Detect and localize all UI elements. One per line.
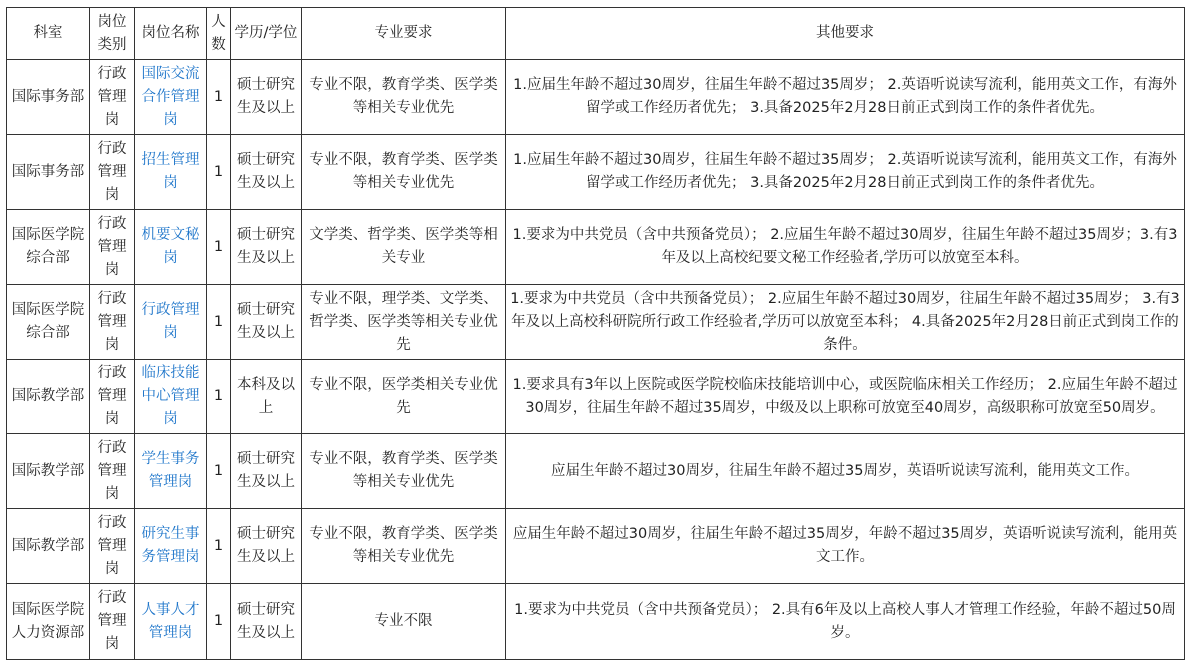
cell-category: 行政管理岗: [90, 584, 135, 660]
position-link[interactable]: 国际交流合作管理岗: [141, 65, 200, 128]
cell-major: 文学类、哲学类、医学类等相关专业: [302, 210, 506, 285]
position-link[interactable]: 机要文秘岗: [141, 227, 200, 266]
cell-category: 行政管理岗: [90, 135, 135, 210]
cell-count: 1: [207, 285, 231, 360]
job-positions-table: [6, 7, 1185, 660]
cell-position: [135, 60, 207, 135]
table-row: [7, 584, 1185, 660]
cell-position: [135, 210, 207, 285]
cell-category: 行政管理岗: [90, 360, 135, 434]
cell-dept: 国际医学院综合部: [7, 210, 90, 285]
cell-other: 1.应届生年龄不超过30周岁，往届生年龄不超过35周岁； 2.英语听说读写流利，能用英文工作，有海外留学或工作经历者优先； 3.具备2025年2月28日前正式到岗工作的条件者优先。: [506, 60, 1185, 135]
position-link[interactable]: 临床技能中心管理岗: [141, 365, 200, 427]
cell-dept: 国际事务部: [7, 135, 90, 210]
table-row: [7, 360, 1185, 434]
cell-education: 本科及以上: [231, 360, 302, 434]
cell-major: 专业不限，教育学类、医学类等相关专业优先: [302, 135, 506, 210]
cell-count: 1: [207, 360, 231, 434]
cell-count: 1: [207, 60, 231, 135]
header-category: 岗位类别: [90, 8, 135, 60]
cell-count: 1: [207, 584, 231, 660]
cell-major: 专业不限，医学类相关专业优先: [302, 360, 506, 434]
header-other: 其他要求: [506, 8, 1185, 60]
cell-major: 专业不限，教育学类、医学类等相关专业优先: [302, 509, 506, 584]
cell-category: 行政管理岗: [90, 434, 135, 509]
cell-dept: 国际医学院综合部: [7, 285, 90, 360]
cell-category: 行政管理岗: [90, 509, 135, 584]
cell-count: 1: [207, 434, 231, 509]
cell-other: 应届生年龄不超过30周岁，往届生年龄不超过35周岁，年龄不超过35周岁，英语听说读写流利，能用英文工作。: [506, 509, 1185, 584]
header-major: 专业要求: [302, 8, 506, 60]
table-row: [7, 210, 1185, 285]
cell-position: [135, 509, 207, 584]
cell-position: [135, 285, 207, 360]
table-row: [7, 434, 1185, 509]
cell-education: 硕士研究生及以上: [231, 60, 302, 135]
cell-other: 1.要求具有3年以上医院或医学院校临床技能培训中心，或医院临床相关工作经历； 2.应届生年龄不超过30周岁，往届生年龄不超过35周岁，中级及以上职称可放宽至40周岁，高级职称可放宽至50周岁。: [506, 360, 1185, 434]
cell-dept: 国际教学部: [7, 360, 90, 434]
cell-dept: 国际教学部: [7, 434, 90, 509]
position-link[interactable]: 人事人才管理岗: [141, 601, 200, 641]
cell-count: 1: [207, 210, 231, 285]
cell-dept: 国际事务部: [7, 60, 90, 135]
cell-count: 1: [207, 135, 231, 210]
position-link[interactable]: 学生事务管理岗: [141, 451, 200, 490]
cell-major: 专业不限: [302, 584, 506, 660]
cell-education: 硕士研究生及以上: [231, 135, 302, 210]
position-link[interactable]: 行政管理岗: [141, 302, 200, 341]
header-education: 学历/学位: [231, 8, 302, 60]
header-dept: 科室: [7, 8, 90, 60]
cell-major: 专业不限，教育学类、医学类等相关专业优先: [302, 434, 506, 509]
cell-position: [135, 434, 207, 509]
cell-other: 1.应届生年龄不超过30周岁，往届生年龄不超过35周岁； 2.英语听说读写流利，能用英文工作，有海外留学或工作经历者优先； 3.具备2025年2月28日前正式到岗工作的条件者优先。: [506, 135, 1185, 210]
cell-education: 硕士研究生及以上: [231, 210, 302, 285]
table-row: [7, 60, 1185, 135]
cell-position: [135, 135, 207, 210]
cell-major: 专业不限，理学类、文学类、哲学类、医学类等相关专业优先: [302, 285, 506, 360]
cell-category: 行政管理岗: [90, 210, 135, 285]
position-link[interactable]: 研究生事务管理岗: [141, 526, 200, 565]
position-link[interactable]: 招生管理岗: [141, 152, 200, 191]
cell-dept: 国际教学部: [7, 509, 90, 584]
cell-education: 硕士研究生及以上: [231, 285, 302, 360]
cell-other: 1.要求为中共党员（含中共预备党员）； 2.具有6年及以上高校人事人才管理工作经验，年龄不超过50周岁。: [506, 584, 1185, 660]
table-row: [7, 509, 1185, 584]
table-header-row: [7, 8, 1185, 60]
cell-position: [135, 584, 207, 660]
cell-category: 行政管理岗: [90, 60, 135, 135]
cell-education: 硕士研究生及以上: [231, 584, 302, 660]
cell-count: 1: [207, 509, 231, 584]
cell-education: 硕士研究生及以上: [231, 434, 302, 509]
cell-category: 行政管理岗: [90, 285, 135, 360]
header-count: 人数: [207, 8, 231, 60]
cell-major: 专业不限，教育学类、医学类等相关专业优先: [302, 60, 506, 135]
table-row: [7, 135, 1185, 210]
cell-dept: 国际医学院人力资源部: [7, 584, 90, 660]
table-row: [7, 285, 1185, 360]
cell-other: 1.要求为中共党员（含中共预备党员）； 2.应届生年龄不超过30周岁，往届生年龄不超过35周岁； 3.有3年及以上高校科研院所行政工作经验者,学历可以放宽至本科； 4.具备2025年2月28日前正式到岗工作的条件。: [506, 285, 1185, 360]
header-position: 岗位名称: [135, 8, 207, 60]
cell-position: [135, 360, 207, 434]
cell-other: 1.要求为中共党员（含中共预备党员）； 2.应届生年龄不超过30周岁，往届生年龄不超过35周岁；3.有3年及以上高校纪要文秘工作经验者,学历可以放宽至本科。: [506, 210, 1185, 285]
cell-education: 硕士研究生及以上: [231, 509, 302, 584]
cell-other: 应届生年龄不超过30周岁，往届生年龄不超过35周岁，英语听说读写流利，能用英文工作。: [506, 434, 1185, 509]
